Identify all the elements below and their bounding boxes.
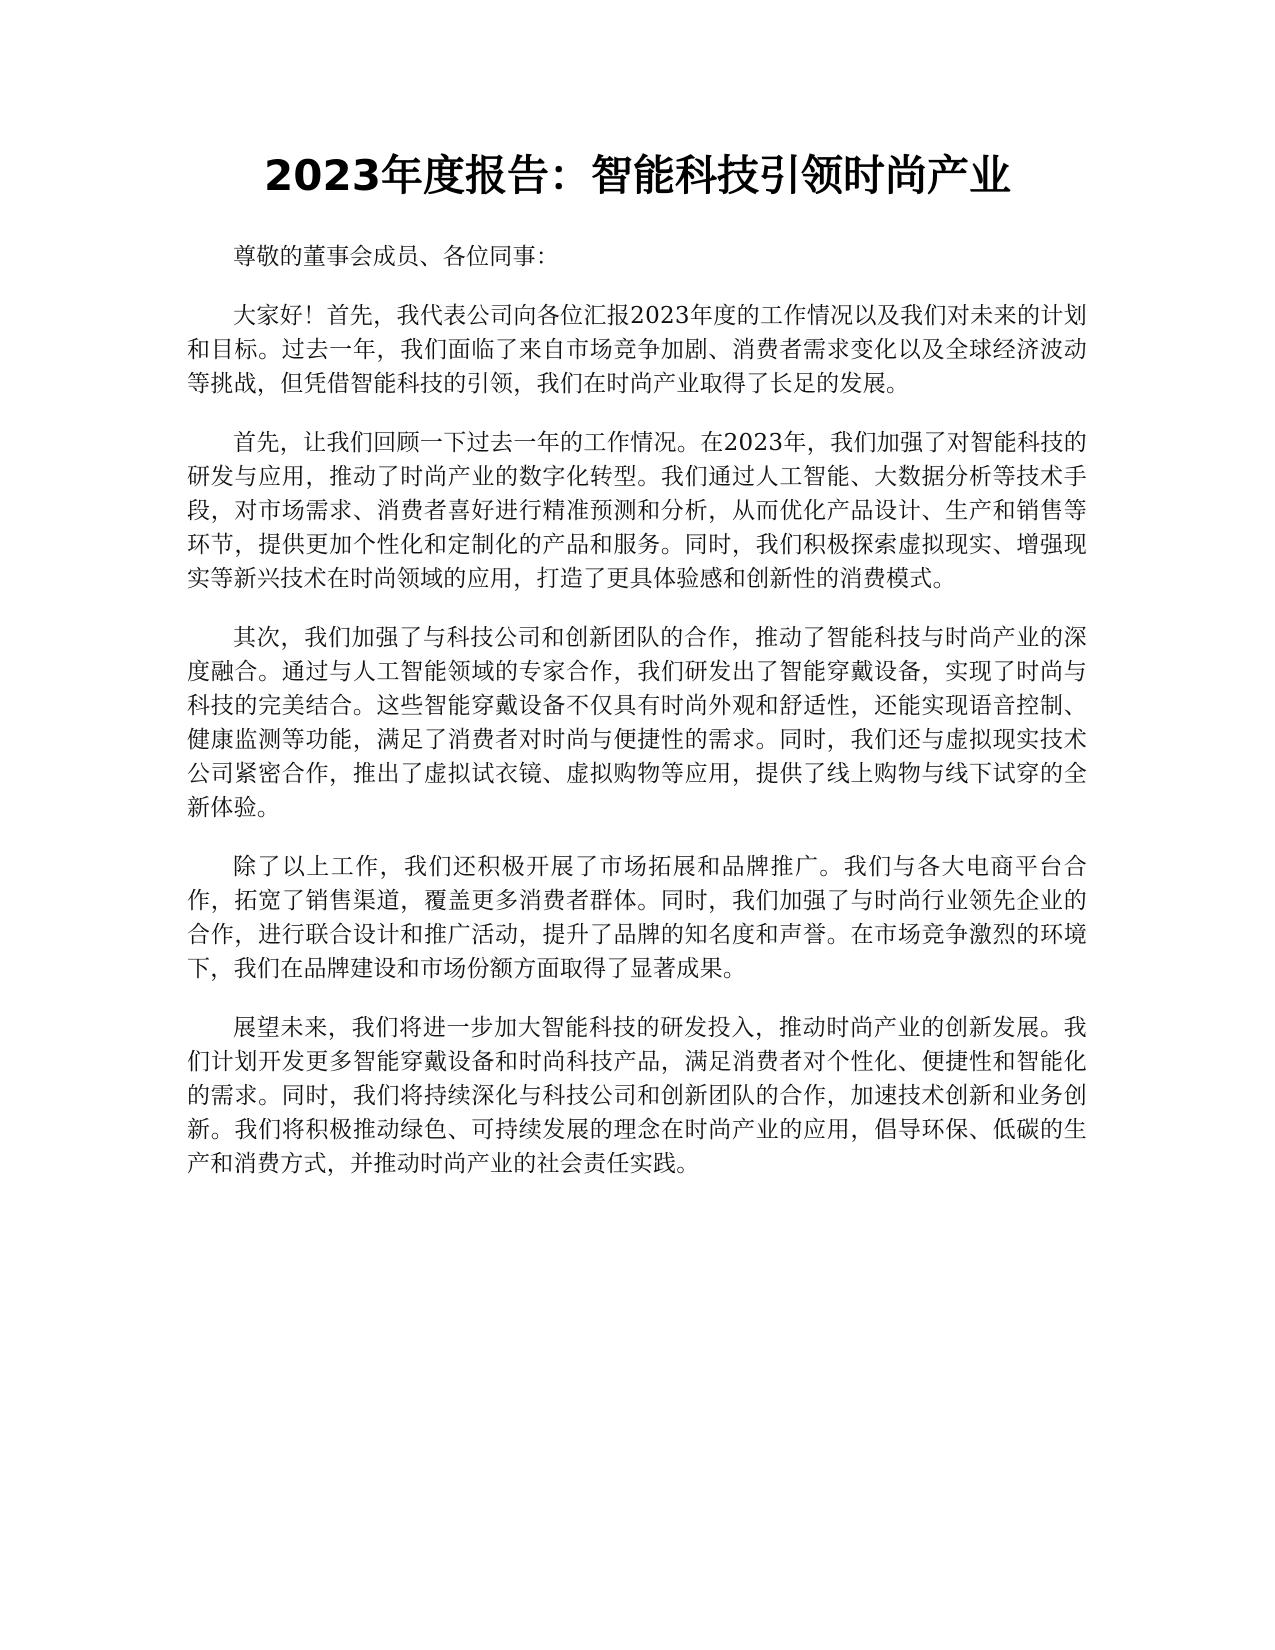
document-title: 2023年度报告：智能科技引领时尚产业 [264, 151, 1011, 200]
paragraph-market: 除了以上工作，我们还积极开展了市场拓展和品牌推广。我们与各大电商平台合作，拓宽了销售渠道，覆盖更多消费者群体。同时，我们加强了与时尚行业领先企业的合作，进行联合设计和推广活动，提升了品牌的知名度和声誉。在市场竞争激烈的环境下，我们在品牌建设和市场份额方面取得了显著成果。 [187, 854, 1087, 982]
salutation: 尊敬的董事会成员、各位同事： [233, 244, 560, 270]
document-body [187, 240, 1087, 1206]
paragraph-outlook: 展望未来，我们将进一步加大智能科技的研发投入，推动时尚产业的创新发展。我们计划开发更多智能穿戴设备和时尚科技产品，满足消费者对个性化、便捷性和智能化的需求。同时，我们将持续深化与科技公司和创新团队的合作，加速技术创新和业务创新。我们将积极推动绿色、可持续发展的理念在时尚产业的应用，倡导环保、低碳的生产和消费方式，并推动时尚产业的社会责任实践。 [187, 1015, 1087, 1177]
paragraph-cooperation: 其次，我们加强了与科技公司和创新团队的合作，推动了智能科技与时尚产业的深度融合。通过与人工智能领域的专家合作，我们研发出了智能穿戴设备，实现了时尚与科技的完美结合。这些智能穿戴设备不仅具有时尚外观和舒适性，还能实现语音控制、健康监测等功能，满足了消费者对时尚与便捷性的需求。同时，我们还与虚拟现实技术公司紧密合作，推出了虚拟试衣镜、虚拟购物等应用，提供了线上购物与线下试穿的全新体验。 [187, 625, 1087, 821]
paragraph-review: 首先，让我们回顾一下过去一年的工作情况。在2023年，我们加强了对智能科技的研发与应用，推动了时尚产业的数字化转型。我们通过人工智能、大数据分析等技术手段，对市场需求、消费者喜好进行精准预测和分析，从而优化产品设计、生产和销售等环节，提供更加个性化和定制化的产品和服务。同时，我们积极探索虚拟现实、增强现实等新兴技术在时尚领域的应用，打造了更具体验感和创新性的消费模式。 [187, 430, 1087, 592]
paragraph-intro: 大家好！首先，我代表公司向各位汇报2023年度的工作情况以及我们对未来的计划和目标。过去一年，我们面临了来自市场竞争加剧、消费者需求变化以及全球经济波动等挑战，但凭借智能科技的引领，我们在时尚产业取得了长足的发展。 [187, 303, 1087, 397]
